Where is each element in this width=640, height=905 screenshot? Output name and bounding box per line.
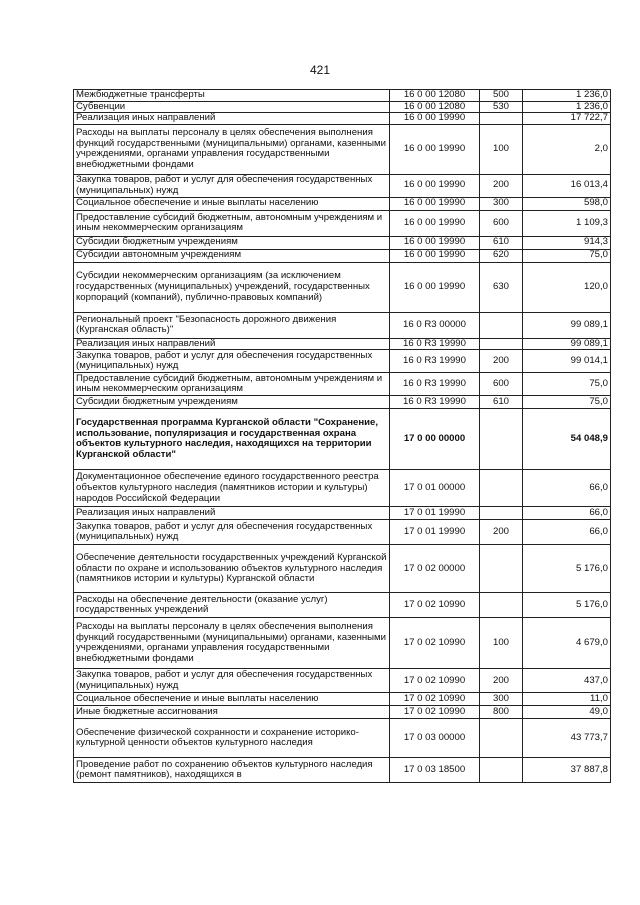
row-code-cell: 17 0 02 00000 <box>390 545 480 593</box>
table-row <box>74 520 611 545</box>
row-name-cell: Проведение работ по сохранению объектов культурного наследия (ремонт памятников), находящихся в <box>74 758 390 783</box>
table-row <box>74 545 611 593</box>
row-amount-cell: 75,0 <box>523 373 611 396</box>
table-row <box>74 507 611 520</box>
row-amount-cell: 120,0 <box>523 262 611 312</box>
row-amount-cell: 75,0 <box>523 249 611 262</box>
row-expense-type-cell <box>480 113 523 125</box>
row-code-cell: 17 0 02 10990 <box>390 618 480 669</box>
row-code-cell: 16 0 00 19990 <box>390 236 480 249</box>
table-row <box>74 719 611 758</box>
row-name-cell: Реализация иных направлений <box>74 113 390 125</box>
table-row <box>74 669 611 693</box>
table-row <box>74 373 611 396</box>
row-code-cell: 17 0 02 10990 <box>390 669 480 693</box>
row-expense-type-cell: 530 <box>480 101 523 113</box>
row-name-cell: Обеспечение физической сохранности и сохранение историко-культурной ценности объектов культурного наследия <box>74 719 390 758</box>
row-code-cell: 16 0 R3 00000 <box>390 312 480 338</box>
row-amount-cell: 5 176,0 <box>523 593 611 618</box>
row-code-cell: 16 0 R3 19990 <box>390 373 480 396</box>
table-row <box>74 396 611 409</box>
row-amount-cell: 66,0 <box>523 470 611 507</box>
row-code-cell: 16 0 00 19990 <box>390 113 480 125</box>
row-code-cell: 16 0 00 19990 <box>390 210 480 236</box>
row-name-cell: Документационное обеспечение единого государственного реестра объектов культурного наследия (памятников истории и культуры) народов Российской Федерации <box>74 470 390 507</box>
row-name-cell: Предоставление субсидий бюджетным, автономным учреждениям и иным некоммерческим организациям <box>74 373 390 396</box>
row-expense-type-cell: 300 <box>480 197 523 210</box>
row-amount-cell: 1 109,3 <box>523 210 611 236</box>
row-amount-cell: 598,0 <box>523 197 611 210</box>
row-amount-cell: 99 014,1 <box>523 350 611 373</box>
row-name-cell: Закупка товаров, работ и услуг для обеспечения государственных (муниципальных) нужд <box>74 669 390 693</box>
row-expense-type-cell: 600 <box>480 373 523 396</box>
row-amount-cell: 437,0 <box>523 669 611 693</box>
row-code-cell: 17 0 01 19990 <box>390 507 480 520</box>
row-code-cell: 17 0 01 19990 <box>390 520 480 545</box>
row-expense-type-cell <box>480 719 523 758</box>
row-code-cell: 16 0 00 19990 <box>390 124 480 174</box>
row-code-cell: 16 0 R3 19990 <box>390 338 480 350</box>
row-amount-cell: 17 722,7 <box>523 113 611 125</box>
row-name-cell: Государственная программа Курганской области "Сохранение, использование, популяризация и государственная охрана объектов культурного наследия, находящихся на территории Курганской области" <box>74 409 390 470</box>
row-amount-cell: 16 013,4 <box>523 174 611 197</box>
table-row <box>74 618 611 669</box>
row-code-cell: 17 0 03 18500 <box>390 758 480 783</box>
row-expense-type-cell: 630 <box>480 262 523 312</box>
row-amount-cell: 54 048,9 <box>523 409 611 470</box>
row-expense-type-cell <box>480 409 523 470</box>
row-amount-cell: 11,0 <box>523 693 611 706</box>
row-name-cell: Закупка товаров, работ и услуг для обеспечения государственных (муниципальных) нужд <box>74 520 390 545</box>
row-expense-type-cell: 800 <box>480 706 523 719</box>
row-expense-type-cell: 200 <box>480 174 523 197</box>
row-amount-cell: 914,3 <box>523 236 611 249</box>
row-name-cell: Предоставление субсидий бюджетным, автономным учреждениям и иным некоммерческим организациям <box>74 210 390 236</box>
row-amount-cell: 66,0 <box>523 520 611 545</box>
row-name-cell: Расходы на выплаты персоналу в целях обеспечения выполнения функций государственными (муниципальными) органами, казенными учреждениями, органами управления государственными внебюджетными фондами <box>74 618 390 669</box>
row-code-cell: 17 0 03 00000 <box>390 719 480 758</box>
row-expense-type-cell: 620 <box>480 249 523 262</box>
row-amount-cell: 1 236,0 <box>523 101 611 113</box>
row-code-cell: 16 0 R3 19990 <box>390 350 480 373</box>
row-code-cell: 16 0 00 19990 <box>390 262 480 312</box>
row-expense-type-cell <box>480 593 523 618</box>
row-amount-cell: 66,0 <box>523 507 611 520</box>
row-name-cell: Субсидии некоммерческим организациям (за исключением государственных (муниципальных) учреждений, государственных корпораций (компаний), публично-правовых компаний) <box>74 262 390 312</box>
row-expense-type-cell <box>480 507 523 520</box>
table-row <box>74 249 611 262</box>
row-name-cell: Реализация иных направлений <box>74 338 390 350</box>
row-expense-type-cell: 500 <box>480 90 523 102</box>
row-amount-cell: 49,0 <box>523 706 611 719</box>
row-amount-cell: 37 887,8 <box>523 758 611 783</box>
row-code-cell: 17 0 02 10990 <box>390 706 480 719</box>
row-code-cell: 16 0 00 12080 <box>390 101 480 113</box>
row-code-cell: 17 0 02 10990 <box>390 593 480 618</box>
table-row <box>74 90 611 102</box>
row-code-cell: 16 0 00 19990 <box>390 197 480 210</box>
row-name-cell: Иные бюджетные ассигнования <box>74 706 390 719</box>
row-expense-type-cell <box>480 545 523 593</box>
row-amount-cell: 99 089,1 <box>523 338 611 350</box>
row-expense-type-cell <box>480 470 523 507</box>
row-name-cell: Субсидии автономным учреждениям <box>74 249 390 262</box>
row-expense-type-cell <box>480 338 523 350</box>
row-amount-cell: 2,0 <box>523 124 611 174</box>
table-row <box>74 470 611 507</box>
row-expense-type-cell: 610 <box>480 236 523 249</box>
row-amount-cell: 99 089,1 <box>523 312 611 338</box>
row-expense-type-cell: 200 <box>480 669 523 693</box>
budget-table <box>73 89 611 783</box>
table-row <box>74 124 611 174</box>
table-row <box>74 338 611 350</box>
row-name-cell: Расходы на выплаты персоналу в целях обеспечения выполнения функций государственными (муниципальными) органами, казенными учреждениями, органами управления государственными внебюджетными фондами <box>74 124 390 174</box>
row-amount-cell: 43 773,7 <box>523 719 611 758</box>
row-code-cell: 16 0 00 19990 <box>390 249 480 262</box>
row-amount-cell: 5 176,0 <box>523 545 611 593</box>
table-row <box>74 350 611 373</box>
row-code-cell: 17 0 02 10990 <box>390 693 480 706</box>
row-name-cell: Региональный проект "Безопасность дорожного движения (Курганская область)" <box>74 312 390 338</box>
row-code-cell: 17 0 01 00000 <box>390 470 480 507</box>
table-row <box>74 101 611 113</box>
row-expense-type-cell: 300 <box>480 693 523 706</box>
row-code-cell: 16 0 00 19990 <box>390 174 480 197</box>
row-name-cell: Социальное обеспечение и иные выплаты населению <box>74 197 390 210</box>
row-name-cell: Субсидии бюджетным учреждениям <box>74 236 390 249</box>
table-row <box>74 210 611 236</box>
row-name-cell: Закупка товаров, работ и услуг для обеспечения государственных (муниципальных) нужд <box>74 174 390 197</box>
row-expense-type-cell <box>480 312 523 338</box>
row-expense-type-cell: 200 <box>480 350 523 373</box>
row-name-cell: Социальное обеспечение и иные выплаты населению <box>74 693 390 706</box>
row-expense-type-cell: 610 <box>480 396 523 409</box>
row-amount-cell: 4 679,0 <box>523 618 611 669</box>
row-code-cell: 16 0 R3 19990 <box>390 396 480 409</box>
table-row <box>74 113 611 125</box>
row-expense-type-cell: 200 <box>480 520 523 545</box>
row-expense-type-cell: 100 <box>480 124 523 174</box>
row-name-cell: Субсидии бюджетным учреждениям <box>74 396 390 409</box>
page-number: 421 <box>309 63 331 77</box>
table-row <box>74 758 611 783</box>
table-row <box>74 262 611 312</box>
row-name-cell: Закупка товаров, работ и услуг для обеспечения государственных (муниципальных) нужд <box>74 350 390 373</box>
row-name-cell: Расходы на обеспечение деятельности (оказание услуг) государственных учреждений <box>74 593 390 618</box>
row-name-cell: Обеспечение деятельности государственных учреждений Курганской области по охране и использованию объектов культурного наследия (памятников истории и культуры) Курганской области <box>74 545 390 593</box>
row-name-cell: Межбюджетные трансферты <box>74 90 390 102</box>
table-row <box>74 706 611 719</box>
row-expense-type-cell: 600 <box>480 210 523 236</box>
table-row <box>74 174 611 197</box>
row-amount-cell: 75,0 <box>523 396 611 409</box>
row-expense-type-cell <box>480 758 523 783</box>
row-code-cell: 17 0 00 00000 <box>390 409 480 470</box>
table-row <box>74 236 611 249</box>
table-row <box>74 312 611 338</box>
row-expense-type-cell: 100 <box>480 618 523 669</box>
row-code-cell: 16 0 00 12080 <box>390 90 480 102</box>
table-row <box>74 409 611 470</box>
table-row <box>74 593 611 618</box>
budget-table-body <box>74 90 611 783</box>
row-name-cell: Реализация иных направлений <box>74 507 390 520</box>
row-name-cell: Субвенции <box>74 101 390 113</box>
table-row <box>74 693 611 706</box>
row-amount-cell: 1 236,0 <box>523 90 611 102</box>
table-row <box>74 197 611 210</box>
